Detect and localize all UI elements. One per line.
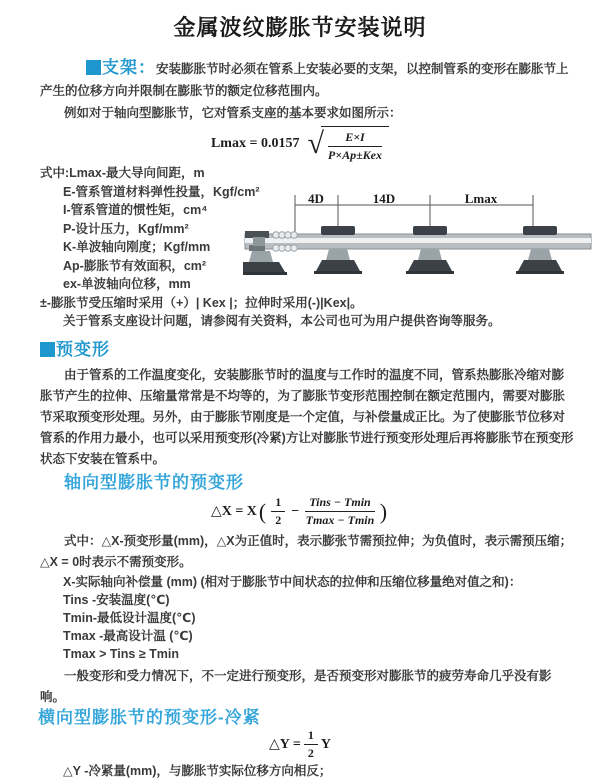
lateral-preform-formula (0, 728, 600, 762)
formula-variable-line: 式中:Lmax-最大导向间距，m (40, 166, 205, 180)
page-title: 金属波纹膨胀节安装说明 (173, 15, 427, 40)
lmax-formula-lhs: Lmax = 0.0157 (210, 136, 300, 151)
formula-variable-line: K-单波轴向刚度；Kgf/mm (63, 240, 211, 254)
minus-sign: − (291, 503, 300, 519)
lateral-half-numerator: 1 (304, 728, 318, 745)
dim-label-lmax: Lmax (464, 192, 498, 206)
formula-variable-line: E-管系管道材料弹性投量，Kgf/cm² (63, 184, 260, 199)
subheading-lateral-preform: 横向型膨胀节的预变形-冷紧 (38, 707, 261, 727)
temp-definition-line: Tins -安装温度(℃) (63, 592, 170, 607)
lateral-formula-lhs: △Y = (269, 737, 301, 752)
lmax-formula-numerator: E×I (328, 130, 382, 147)
section-square-icon (86, 60, 101, 75)
section-heading-support: 支架： (102, 58, 156, 77)
pipe-support (314, 226, 362, 274)
axial-preform-formula (0, 493, 600, 531)
formula-variable-line: P-设计压力，Kgf/mm² (63, 221, 189, 236)
pipe-support (516, 226, 564, 274)
section-square-icon (40, 342, 55, 357)
lmax-formula-denominator: P×Ap±Kex (327, 147, 383, 162)
pipe-support-diagram (243, 192, 595, 284)
subheading-axial-preform: 轴向型膨胀节的预变形 (64, 472, 244, 492)
temp-inequality-line: Tmax > Tins ≥ Tmin (63, 646, 180, 661)
axial-explanation-paragraph: 式中：△X-预变形量(mm)，△X为正值时，表示膨张节需预拉伸；为负值时，表示需预压缩；△X = 0时表示不需预变形。 (40, 533, 573, 569)
open-paren: ( (258, 498, 267, 524)
lateral-y-definition-line: △Y -冷紧量(mm)，与膨胀节实际位移方向相反； (63, 763, 332, 778)
temp-frac-denominator: Tmax − Tmin (305, 513, 375, 527)
preform-note-line: 一般变形和受力情况下，不一定进行预变形，是否预变形对膨胀节的疲劳寿命几乎没有影响。 (40, 668, 552, 704)
lateral-formula-rhs: Y (320, 736, 331, 752)
formula-variable-line: I-管系管道的惯性矩，cm⁴ (63, 203, 208, 217)
preform-paragraph: 由于管系的工作温度变化，安装膨胀节时的温度与工作时的温度不同，管系热膨胀冷缩对膨胀节产生的拉伸、压缩量常常是不均等的，为了膨胀节变形范围控制在额定范围内，需要对膨胀节采取预变形处理。另外，由于膨胀节刚度是一个定值，与补偿量成正比。为了使膨胀节位移对管系的作用力最小，也可以采用预变形(冷紧)方让对膨胀节进行预变形处理后再将膨胀节在预变形状态下安装在管系中。 (40, 367, 574, 466)
dim-label-4d: 4D (308, 192, 324, 206)
temp-frac-numerator: Tins − Tmin (305, 495, 375, 512)
sqrt-radical (307, 126, 389, 163)
pipe-support (243, 251, 287, 275)
consulting-note-line: 关于管系支座设计问题，请参阅有关资料，本公司也可为用户提供咨询等服务。 (63, 314, 501, 328)
temp-definition-line: Tmax -最高设计温 (℃) (63, 628, 193, 643)
pipe-support (406, 226, 454, 274)
half-denominator: 2 (275, 513, 282, 527)
section-heading-preform-label: 预变形 (56, 339, 110, 359)
lmax-formula (0, 126, 600, 162)
axial-formula-lhs: △X = X (210, 504, 257, 519)
section-heading-preform (40, 339, 600, 362)
radical-glyph: √ (307, 127, 324, 161)
half-numerator: 1 (271, 495, 285, 512)
axial-x-definition-line: X-实际轴向补偿量 (mm) (相对于膨胀节中间状态的拉伸和压缩位移量绝对值之和)： (63, 574, 522, 589)
dim-label-14d: 14D (372, 192, 396, 206)
temp-definition-line: Tmin-最低设计温度(℃) (63, 610, 196, 625)
formula-variable-line: ±-膨胀节受压缩时采用（+）| Kex |；拉伸时采用(-)|Kex|。 (40, 295, 363, 310)
support-intro-text: 安装膨胀节时必须在管系上安装必要的支架，以控制管系的变形在膨胀节上产生的位移方向并限制在膨胀节的额定位移范围内。 (40, 62, 569, 98)
lateral-half-denominator: 2 (307, 746, 314, 760)
temperature-definition-list (63, 591, 600, 663)
close-paren: ) (379, 498, 388, 524)
support-intro-paragraph (40, 57, 576, 102)
support-example-line: 例如对于轴向型膨胀节，它对管系支座的基本要求如图所示： (64, 106, 402, 120)
formula-variable-line: Ap-膨胀节有效面积，cm² (63, 258, 207, 273)
formula-variable-line: ex-单波轴向位移，mm (63, 277, 191, 291)
